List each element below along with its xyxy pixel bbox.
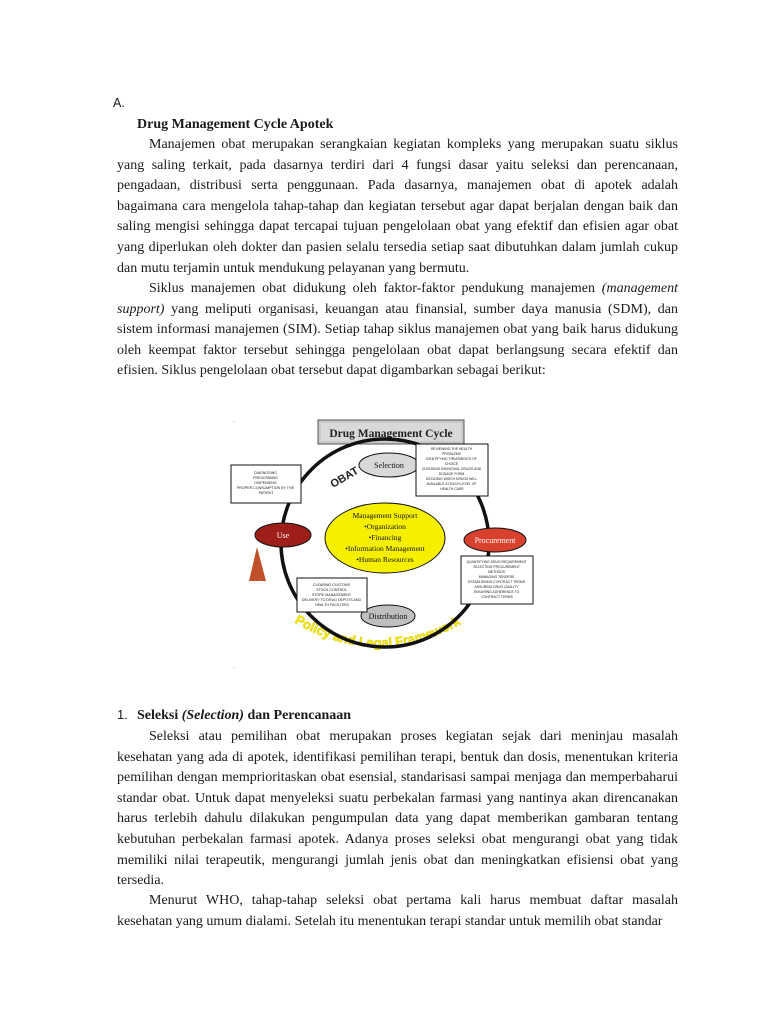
note-selection-line: CHOICE (444, 462, 459, 466)
management-support-item-organization: •Organization (364, 522, 406, 531)
paragraph-support-after: yang meliputi organisasi, keuangan atau finansial, sumber daya manusia (SDM), dan sistem informasi manajemen (SIM). Setiap tahap siklus manajemen obat yang baik harus didukung oleh keempat faktor tersebut sehingga pengelolaan obat dapat berlangsung secara efektif dan efisien. Siklus pengelolaan obat tersebut dapat digambarkan sebagai berikut: (117, 301, 679, 379)
paragraph-selection (117, 727, 678, 892)
cycle-diagram (225, 410, 540, 670)
note-use-line: DISPENSING (254, 481, 277, 485)
note-use-line: PROPER CONSUMPTION BY THE (237, 486, 294, 490)
note-distribution-line: CLEARING CUSTOMS (312, 583, 351, 587)
management-support-item-financing: •Financing (368, 533, 402, 542)
management-support-heading: Management Support (352, 511, 418, 520)
note-procurement-line: ESTABLISHING CONTRACT TERMS (468, 580, 525, 584)
paragraph-management-support (117, 279, 678, 382)
note-box-procurement (461, 556, 533, 604)
note-use-line: PATIENT (258, 491, 274, 495)
section-letter: A. (113, 96, 125, 110)
note-procurement-line: METHODS (488, 570, 506, 574)
note-use-line: PRESCRIBING (253, 476, 278, 480)
note-use-line: DIAGNOSING (254, 471, 277, 475)
paragraph-selection-text: Seleksi atau pemilihan obat merupakan proses kegiatan sejak dari meninjau masalah kesehatan yang ada di apotek, identifikasi pemilihan terapi, bentuk dan dosis, menentukan kriteria pemilihan dengan memprioritaskan obat esensial, standarisasi sampai menjaga dan memperbaharui standar obat. Untuk dapat menyeleksi suatu perbekalan farmasi yang nantinya akan direncanakan harus terlebih dahulu dilakukan pengumpulan data yang dapat memberikan gambaran tentang kebutuhan perbekalan farmasi apotek. Adanya proses seleksi obat mengurangi obat yang tidak memiliki nilai terapeutik, mengurangi jumlah jenis obat dan meningkatkan efisiensi obat yang tersedia. (117, 729, 678, 889)
note-selection-line: DOSAGE FORM (438, 472, 465, 476)
paragraph-intro (117, 135, 678, 279)
node-use-label: Use (276, 531, 290, 540)
corner-mark-bottom: . (233, 661, 235, 670)
paragraph-support-italic: (management support) (117, 281, 678, 317)
note-distribution-line: HEALTH FACILITIES (315, 603, 349, 607)
figure-title: Drug Management Cycle (329, 428, 453, 440)
note-selection-line: IDENTIFYING TREATMENTS OF (426, 457, 477, 461)
note-selection-line: REVIEWING THE HEALTH (430, 447, 473, 451)
note-selection-line: DECIDING WHICH DRUGS WILL (426, 477, 477, 481)
drug-management-cycle-figure (225, 410, 540, 670)
obat-arc-label: OBAT (328, 465, 361, 491)
note-procurement-line: ASSURING DRUG QUALITY (474, 585, 519, 589)
management-support-item-information: •Information Management (345, 544, 425, 553)
note-procurement-line: QUANTIFYING DRUG REQUIREMENT (466, 560, 527, 564)
framework-label-path: Policy and Legal Framework (292, 611, 463, 651)
note-selection-line: AVAILABLE AT EACH LEVEL OF (426, 482, 477, 486)
section-1-title (137, 708, 351, 723)
section-1-number: 1. (117, 707, 128, 722)
note-distribution-line: STOCK CONTROL (316, 588, 347, 592)
management-support-item-human-resources: •Human Resources (356, 555, 414, 564)
node-selection-label: Selection (374, 461, 404, 470)
note-procurement-line: ENSURING ADHERENCE TO (473, 590, 520, 594)
note-box-selection (416, 444, 488, 496)
document-title: Drug Management Cycle Apotek (137, 117, 334, 132)
paragraph-who-text: Menurut WHO, tahap-tahap seleksi obat pertama kali harus membuat daftar masalah kesehatan yang umum dialami. Setelah itu menentukan terapi standar untuk memilih obat standar (117, 893, 678, 929)
note-selection-line: HEALTH CARE (440, 487, 464, 491)
corner-mark-top: . (233, 415, 235, 424)
note-distribution-line: STORE MANAGEMENT (311, 593, 352, 597)
note-procurement-line: SELECTING PROCUREMENT (473, 565, 520, 569)
section-1-title-after: dan Perencanaan (247, 708, 352, 723)
section-1-title-before: Seleksi (137, 708, 179, 723)
paragraph-who (117, 891, 678, 932)
paragraph-support-before: Siklus manajemen obat didukung oleh faktor-faktor pendukung manajemen (149, 281, 596, 296)
paragraph-intro-text: Manajemen obat merupakan serangkaian kegiatan kompleks yang merupakan suatu siklus yang saling terkait, pada dasarnya terdiri dari 4 fungsi dasar yaitu seleksi dan perencanaan, pengadaan, distribusi serta penggunaan. Pada dasarnya, manajemen obat di apotek adalah bagaimana cara mengelola tahap-tahap dan kegiatan tersebut agar dapat berjalan dengan baik dan saling mengisi sehingga dapat tercapai tujuan pengelolaan obat yang efektif dan efisien agar obat yang diperlukan oleh dokter dan pasien selalu tersedia setiap saat dibutuhkan dalam jumlah cukup dan mutu terjamin untuk mendukung pelayanan yang bermutu. (117, 137, 678, 276)
section-1-heading (117, 707, 351, 724)
node-distribution-label: Distribution (368, 612, 408, 621)
note-selection-line: CHOOSING INDIVIDUAL DRUGS AND (421, 467, 482, 471)
note-distribution-line: DELIVERY TO DRUG DEPOTS AND (301, 598, 362, 602)
note-procurement-line: CONTRACT TERMS (481, 595, 513, 599)
node-procurement-label: Procurement (474, 536, 516, 545)
note-selection-line: PROBLEMS (442, 452, 461, 456)
note-procurement-line: MANAGING TENDERS (478, 575, 515, 579)
note-box-distribution (297, 578, 367, 612)
note-box-use (231, 465, 301, 503)
note-procurement-text (467, 560, 528, 599)
section-1-title-italic: (Selection) (181, 708, 244, 723)
